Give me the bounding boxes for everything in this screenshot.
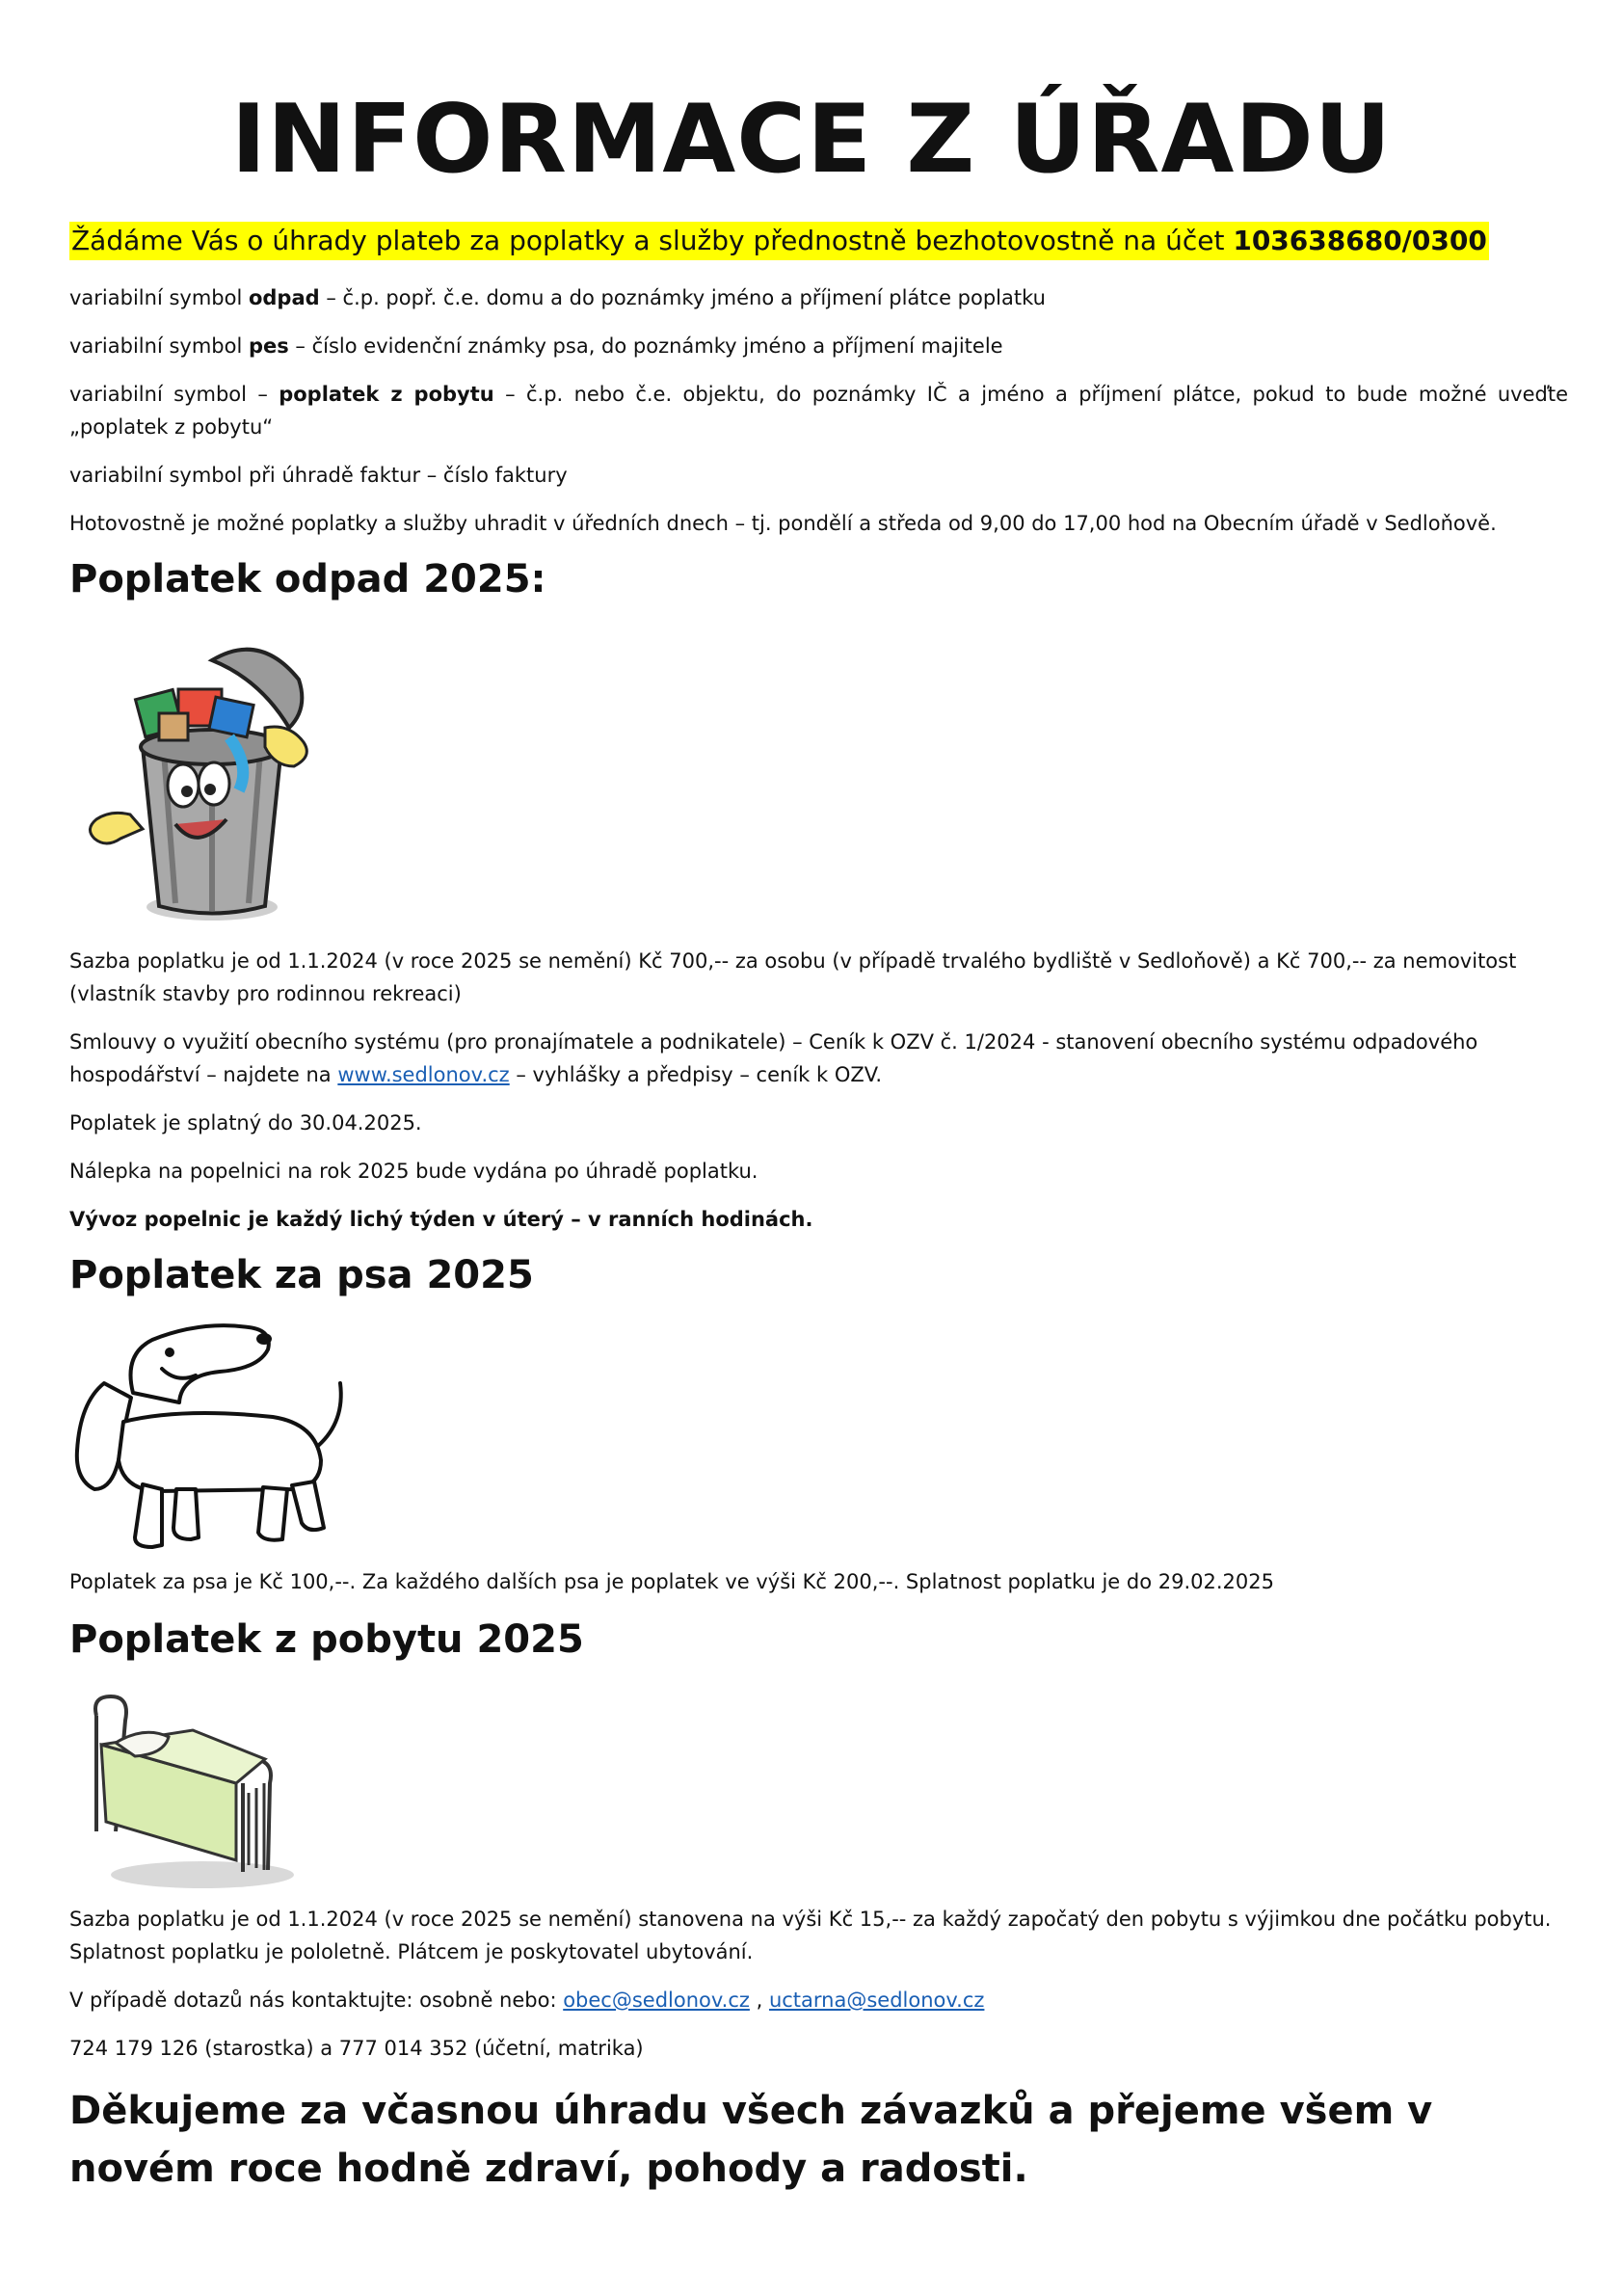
symbol-pes — [69, 330, 1568, 362]
odpad-collection-text: Vývoz popelnic je každý lichý týden v úterý – v ranních hodinách. — [69, 1208, 813, 1231]
symbol-pes-keyword: pes — [248, 334, 289, 358]
odpad-contracts-text: Smlouvy o využití obecního systému (pro pronajímatele a podnikatele) – Ceník k OZV č. 1/2024 - stanovení obecního systému odpadového hospodářství – najdete na — [69, 1030, 1478, 1086]
symbol-pobyt-rest: – č.p. nebo č.e. objektu, do poznámky IČ a jméno a příjmení plátce, pokud to bude možné uveďte „poplatek z pobytu“ — [69, 383, 1568, 439]
contact-separator: , — [749, 1989, 769, 2012]
symbol-odpad-prefix: variabilní symbol — [69, 286, 249, 309]
dachshund-illustration-icon — [66, 1316, 350, 1557]
email-link-uctarna[interactable]: uctarna@sedlonov.cz — [768, 1989, 985, 2012]
symbol-pobyt-prefix: variabilní symbol – — [69, 383, 279, 406]
heading-pobyt: Poplatek z pobytu 2025 — [69, 1617, 584, 1662]
symbol-odpad-keyword: odpad — [248, 286, 320, 309]
email-link-obec[interactable]: obec@sedlonov.cz — [563, 1989, 750, 2012]
symbol-pes-prefix: variabilní symbol — [69, 334, 249, 358]
symbol-odpad — [69, 281, 1568, 314]
bank-account: 103638680/0300 — [1233, 225, 1487, 256]
odpad-sticker-info: Nálepka na popelnici na rok 2025 bude vydána po úhradě poplatku. — [69, 1160, 758, 1183]
odpad-due-date: Poplatek je splatný do 30.04.2025. — [69, 1111, 422, 1135]
contact-phones: 724 179 126 (starostka) a 777 014 352 (účetní, matrika) — [69, 2037, 644, 2060]
symbol-pobyt — [69, 378, 1568, 443]
symbol-odpad-rest: – č.p. popř. č.e. domu a do poznámky jméno a příjmení plátce poplatku — [319, 286, 1046, 309]
pobyt-rate: Sazba poplatku je od 1.1.2024 (v roce 2025 se nemění) stanovena na výši Kč 15,-- za každý započatý den pobytu s výjimkou dne počátku pobytu. Splatnost poplatku je pololetně. Plátcem je poskytovatel ubytování. — [69, 1908, 1552, 1963]
trash-can-illustration-icon — [67, 622, 333, 930]
odpad-collection-info — [69, 1203, 1568, 1236]
payment-request-text: Žádáme Vás o úhrady plateb za poplatky a služby přednostně bezhotovostně na účet — [71, 225, 1234, 256]
bed-illustration-icon — [77, 1687, 299, 1894]
symbol-pes-rest: – číslo evidenční známky psa, do poznámky jméno a příjmení majitele — [288, 334, 1003, 358]
contact-info — [69, 1984, 1568, 2016]
cash-payment-info: Hotovostně je možné poplatky a služby uhradit v úředních dnech – tj. pondělí a středa od 9,00 do 17,00 hod na Obecním úřadě v Sedloňově. — [69, 512, 1497, 535]
website-link[interactable]: www.sedlonov.cz — [337, 1063, 510, 1086]
heading-odpad: Poplatek odpad 2025: — [69, 557, 546, 601]
symbol-faktury: variabilní symbol při úhradě faktur – číslo faktury — [69, 464, 568, 487]
symbol-pobyt-keyword: poplatek z pobytu — [279, 383, 494, 406]
psi-fee: Poplatek za psa je Kč 100,--. Za každého dalších psa je poplatek ve výši Kč 200,--. Splatnost poplatku je do 29.02.2025 — [69, 1570, 1274, 1593]
heading-psi: Poplatek za psa 2025 — [69, 1253, 534, 1297]
closing-message: Děkujeme za včasnou úhradu všech závazků a přejeme všem v novém roce hodně zdraví, pohody a radosti. — [69, 2089, 1433, 2191]
odpad-contracts-suffix: – vyhlášky a předpisy – ceník k OZV. — [509, 1063, 883, 1086]
odpad-rate: Sazba poplatku je od 1.1.2024 (v roce 2025 se nemění) Kč 700,-- za osobu (v případě trvalého bydliště v Sedloňově) a Kč 700,-- za nemovitost (vlastník stavby pro rodinnou rekreaci) — [69, 949, 1517, 1005]
odpad-contracts — [69, 1026, 1568, 1091]
payment-request — [69, 222, 1489, 260]
page-title: INFORMACE Z ÚŘADU — [230, 85, 1393, 195]
contact-text: V případě dotazů nás kontaktujte: osobně nebo: — [69, 1989, 564, 2012]
